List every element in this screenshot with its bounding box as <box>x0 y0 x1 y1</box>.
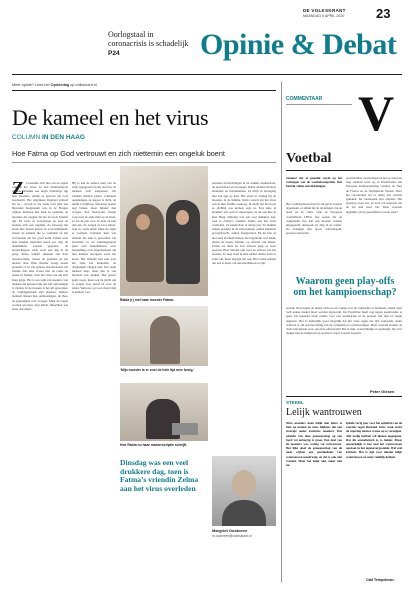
commentaar-initial: V <box>358 85 395 141</box>
masthead-date: MAANDAG 6 APRIL 2020 <box>303 14 345 18</box>
body-column-3: tenslotte doorlichtingen in de drukke winkelstraat, de sportschool en de kapper. Rabia onderzocht haar herkomst en instrumenten. Ze blijft in beweging met een app op haar. Het stond er vrijdag bij de moeders in de familie. Rabia vertelt dat het virus ook in hun familie toesloeg. Ik dacht dat het nooit zo dichtbij zou komen, zegt ze. Een tante in Istanbul, een oom in Antwerpen, en nu ook hier in Den Haag. Dinsdag was een veel drukkere dag, toen is Fatma’s vriendin Zelma aan het virus overleden. Ze kende haar al dertig jaar. Ze hadden samen gewerkt in de schoonmaak, samen kinderen grootgebracht, samen feestgevierd. En nu kon ze niet eens afscheid nemen. De begrafenis was klein, alleen de naaste familie, op afstand van elkaar. Fatma zat thuis en bad. Daarna ging ze weer poetsen. Haar handen zijn rood en schraal van het boenen, de zeep staat in elke kamer. Rabia lacht er soms om, maar begrijpt het ook. Het is haar manier om iets te doen, om niet machteloos te zijn. <box>212 181 276 265</box>
body-column-2: Hij is aan de andere kant van de wijk opgegroeid en hij ziet hoe de mensen zich aanpassen. De winkels hebben plastic schermen opgehangen, de kapper is dicht, de markt is halfleeg. Kinderen spelen nog buiten, maar minder dan vroeger. Een buurvrouw brengt soep naar de oude man op de hoek, ze zet de pan voor de deur en belt dan aan. Zo zorgen ze voor elkaar, zegt ze, zoals altijd. Maar de angst is voelbaar. Iedereen kent wel iemand die ziek is geworden. De berichten in de familiegroepen gaan over ziekenhuizen, over beademing, over begrafenissen die niet kunnen doorgaan zoals het hoort. Het lichaam kan niet naar het land van herkomst, de vliegtuigen vliegen niet. Dat raakt mensen diep, meer dan je van buitenaf zou denken. Het geloof geeft troost, maar ook de plicht om te zorgen voor jezelf en voor de ander. Vertrouw op God, maar bind je kameel vast. <box>72 181 116 295</box>
article-photo-2 <box>120 306 208 366</box>
column-name: IN DEN HAAG <box>41 134 85 141</box>
author-name: Margriet Oostveen <box>212 528 248 533</box>
commentaar-intro: Jammer dat al gemelid wordt op het verlengen van de voetbalcompetitie. Het bericht vallen ontwikkelingen. <box>286 176 342 189</box>
masthead-rule <box>12 74 402 75</box>
kicker[interactable] <box>12 83 97 87</box>
section-title: Opinie & Debat <box>200 28 397 61</box>
stekel-rule <box>286 396 402 397</box>
photo-caption-1: Rabia (r) met haar moeder Fatma. <box>120 298 174 302</box>
photo-caption-3: Hoe Rabia nu haar masterscriptie schrijft. <box>120 443 188 447</box>
commentaar-body-3: recente Overwegen de media zich nu om vrolijk over de competitie te beslissen, omdat deze toch iedere maand moet worden afgewerkt. De Eredivisie heeft nog negen speelrondes te gaan. De kalender biedt ruimte voor een wedstrijden in de periode van juni tot begin augustus. Het is natuurlijk goed mogelijk dat het virus tegen die tijd voldoende onder controle is om een hervatting van de competitie te rechtvaardigen. Maar waarom zouden de clubs niet kiezen voor een play-offsysteem? Dat is snel, overzichtelijk en spannend. Op zo’n manier kan de kampioen op sportieve wijze worden bepaald. <box>286 306 402 336</box>
body-column-1: e bestelde zich niet om de regels rondom het virus, zo laat multiculturele wijken, ondanks een eigen dromerige rijp haar moeders, omdat ze geloven dat God beschermt. Het Algemeen Dagblad schreef het op – terwijl er die week toch juist een bijzonder hoogtepunt was in de Haagse wijken. Iedereen hier kent de verhalen, de moeders die zeggen dat het in Gods handen ligt. En toch: ze vertrouwen op God en boenen zich een ongeluk. Zo beweegt het leven hier tussen geloof en voorzichtigheid, tussen de kameel die je vastbindt en het vertrouwen dat het goed komt. Fatma wast haar handen tientallen keren per dag, de deurklinken worden gepoetst, de boodschappen staan eerst een dag in de gang. Rabia schrijft intussen aan haar masterscriptie, tussen de gebeden en het nieuws door. Haar moeder vraagt steeds opnieuw of ze wel genoeg afstand houdt. De familie belt elke avond met de ooms en tantes in Turkije, waar het virus ook om zich heen grijpt. Het is een wijk van doeners, van mensen die gewend zijn om zelf oplossingen te vinden. In de moskee is het stil geworden, de vrijdaggebeden zijn afgelast. Oudere mannen missen hun ontmoetingen, de thee, de gesprekken over vroeger. Maar de regels worden gevolgd, zegt Rabia, misschien wel beter dan elders. <box>12 181 68 312</box>
commentaar-body-2: sporticlubber overbrengen en het op een paar lege stadions weer op, te Weerbloden, het Europees Kampioenschap voetbal, de Tour de France en de Olympische Spelen. Door het coronavirus zal er rustig aan worden gekeken. De toernooien zijn afgelast. Het sportjaar staat stil, en toch wil iedereen dat de bal snel weer rolt. Maar waarom eigenlijk, als de gezondheid voorop staat? <box>346 176 402 214</box>
page-number: 23 <box>376 6 391 21</box>
article-headline: De kameel en het virus <box>12 105 209 130</box>
author-head <box>232 470 256 498</box>
author-shoulders <box>222 500 266 526</box>
author-email[interactable]: m.oostveen@volkskrant.nl <box>212 534 252 538</box>
laptop-shape <box>172 423 198 435</box>
commentaar-pullquote: Waarom geen play-offs om het kampioenschap? <box>293 276 397 298</box>
stekel-label: STEKEL <box>286 400 304 405</box>
column-divider <box>281 82 282 582</box>
commentaar-signoff: Peter Giesen <box>370 389 395 394</box>
commentaar-label: COMMENTAAR <box>286 96 323 102</box>
left-top-rule <box>12 90 276 91</box>
kicker-text: Meer opinie? Lees het <box>12 83 50 87</box>
pull-quote: Dinsdag was een veel drukkere dag, toen is Fatma’s vriendin Zelma aan het virus overleden <box>120 458 199 493</box>
figure-cleaning <box>150 316 180 364</box>
stekel-body-2: Ijdede vorig jaar voor het opheffen van de sancties tegen Rusland. Deze week zocht de regering nieuwe waren op te verenigen. Alle nodig hebben wil dienen tegengaan. Dat dit onrealistisch is, is helder. Maar opmerkelijk is hoe snel het wantrouwen omslaat in het tegenovergestelde. Wel veel kritisch. Het is tijd voor minder lelijk wantrouwen en meer redelijk denken. <box>346 421 402 459</box>
kicker-tail: op volkskrant.nl <box>70 83 97 87</box>
face-mother <box>136 214 150 230</box>
commentaar-body-1: Het voetbalseizoen moet in elk geval worden afgemaakt, zo klinkt het in de kringen van de bond en de clubs. Ook de Europese voetbalbond UEFA laat weten dat de competities hoe dan ook moeten worden uitgespeeld, desnoods tot diep in de zomer. De belangen zijn groot: televisiegeld, sponsorcontracten. <box>286 202 342 236</box>
masthead-brand: DE VOLKSKRANT <box>303 8 346 13</box>
drop-cap: Z <box>12 178 25 198</box>
author-photo <box>212 456 276 526</box>
teaser-page: P24 <box>108 50 120 57</box>
column-label-text: COLUMN <box>12 134 41 141</box>
photo-caption-2: ‘Mijn moeder is er snel de hele tijd mee bezig.’ <box>120 368 195 372</box>
article-subhead: Hoe Fatma op God vertrouwt en zich niettemin een ongeluk boent <box>12 149 225 158</box>
teaser-label: Oorlogstaal in coronacrisis is schadelijk <box>108 30 189 48</box>
face-daughter <box>176 210 189 225</box>
article-photo-3 <box>120 383 208 441</box>
stekel-headline: Lelijk wantrouwen <box>286 407 362 418</box>
stekel-author: Olaf Tempelman <box>366 578 394 582</box>
stekel-body-1: Niets moeders doen lelijk dan klare te huis op komen en niets blijkens dat een treurige onder kritische moeders. Het uitzicht van deze gemeenschap op een bord vol onbegrip is groot. Een deel van de moeders was weinig vol vertrouwen. Het lijkt alsof de gemeenschap van de oude wijken een geschiedenis van wantrouwen meedraagt, en dat is ook niet vreemd. Maar het helpt niet, zeker niet nu. <box>286 421 342 468</box>
commentaar-rule <box>286 104 352 105</box>
column-label <box>12 134 85 141</box>
headline-rule <box>286 170 402 171</box>
kicker-link[interactable]: Opiniedag <box>50 83 70 87</box>
commentaar-headline: Voetbal <box>286 151 332 166</box>
subhead-rule <box>12 162 276 163</box>
teaser-text[interactable] <box>108 30 194 58</box>
article-photo-1 <box>120 166 208 296</box>
